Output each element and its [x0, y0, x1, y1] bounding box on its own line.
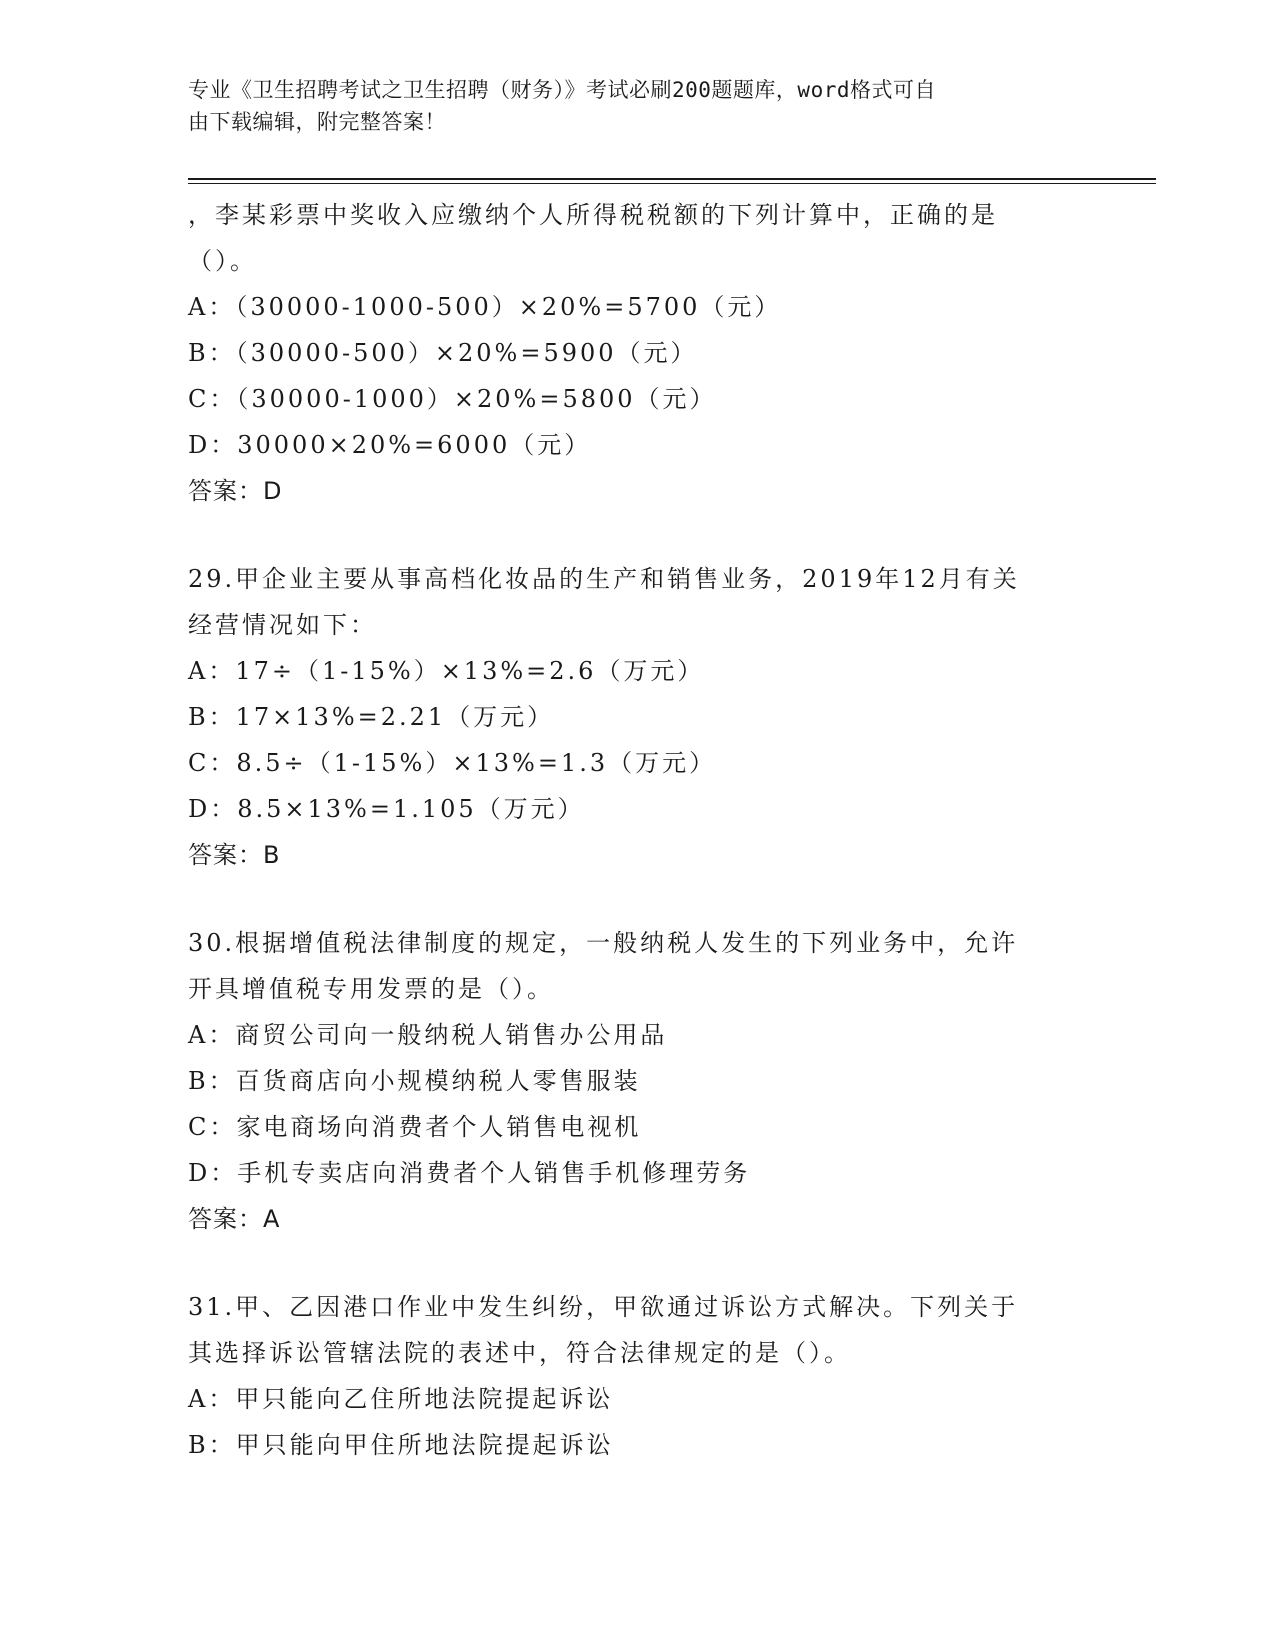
option-c: C：家电商场向消费者个人销售电视机 — [188, 1113, 642, 1141]
answer: 答案：B — [188, 841, 281, 869]
option-a: A：（30000-1000-500）×20%=5700（元） — [188, 293, 782, 321]
option-d: D：手机专卖店向消费者个人销售手机修理劳务 — [188, 1159, 751, 1187]
option-d: D：30000×20%=6000（元） — [188, 431, 592, 459]
option-d: D：8.5×13%=1.105（万元） — [188, 795, 585, 823]
question-stem: 其选择诉讼管辖法院的表述中，符合法律规定的是（）。 — [188, 1339, 851, 1367]
question-spacer — [188, 878, 1088, 920]
option-b: B：17×13%=2.21（万元） — [188, 703, 555, 731]
header-line-2: 由下载编辑，附完整答案！ — [188, 110, 446, 134]
question-stem: 29.甲企业主要从事高档化妆品的生产和销售业务，2019年12月有关 — [188, 565, 1020, 593]
answer: 答案：A — [188, 1205, 281, 1233]
header-divider-thin — [188, 183, 1156, 184]
header-divider-thick — [188, 178, 1156, 180]
option-a: A：商贸公司向一般纳税人销售办公用品 — [188, 1021, 668, 1049]
question-31 — [188, 1284, 1088, 1468]
option-b: B：（30000-500）×20%=5900（元） — [188, 339, 698, 367]
header-line-1: 专业《卫生招聘考试之卫生招聘（财务）》考试必刷200题题库，word格式可自 — [188, 78, 936, 102]
option-b: B：百货商店向小规模纳税人零售服装 — [188, 1067, 641, 1095]
question-stem: 30.根据增值税法律制度的规定，一般纳税人发生的下列业务中，允许 — [188, 929, 1019, 957]
question-stem: 31.甲、乙因港口作业中发生纠纷，甲欲通过诉讼方式解决。下列关于 — [188, 1293, 1019, 1321]
question-spacer — [188, 1242, 1088, 1284]
option-b: B：甲只能向甲住所地法院提起诉讼 — [188, 1431, 614, 1459]
question-stem: （）。 — [188, 247, 257, 275]
question-spacer — [188, 514, 1088, 556]
answer: 答案：D — [188, 477, 283, 505]
question-28 — [188, 192, 1088, 514]
question-stem: 开具增值税专用发票的是（）。 — [188, 975, 554, 1003]
option-a: A：17÷（1-15%）×13%=2.6（万元） — [188, 657, 705, 685]
option-c: C：（30000-1000）×20%=5800（元） — [188, 385, 717, 413]
question-stem: 经营情况如下： — [188, 611, 377, 639]
option-a: A：甲只能向乙住所地法院提起诉讼 — [188, 1385, 614, 1413]
option-c: C：8.5÷（1-15%）×13%=1.3（万元） — [188, 749, 717, 777]
question-stem: ，李某彩票中奖收入应缴纳个人所得税税额的下列计算中，正确的是 — [188, 201, 998, 229]
document-header — [188, 74, 1088, 138]
question-list — [188, 192, 1088, 1468]
question-29 — [188, 556, 1088, 878]
question-30 — [188, 920, 1088, 1242]
